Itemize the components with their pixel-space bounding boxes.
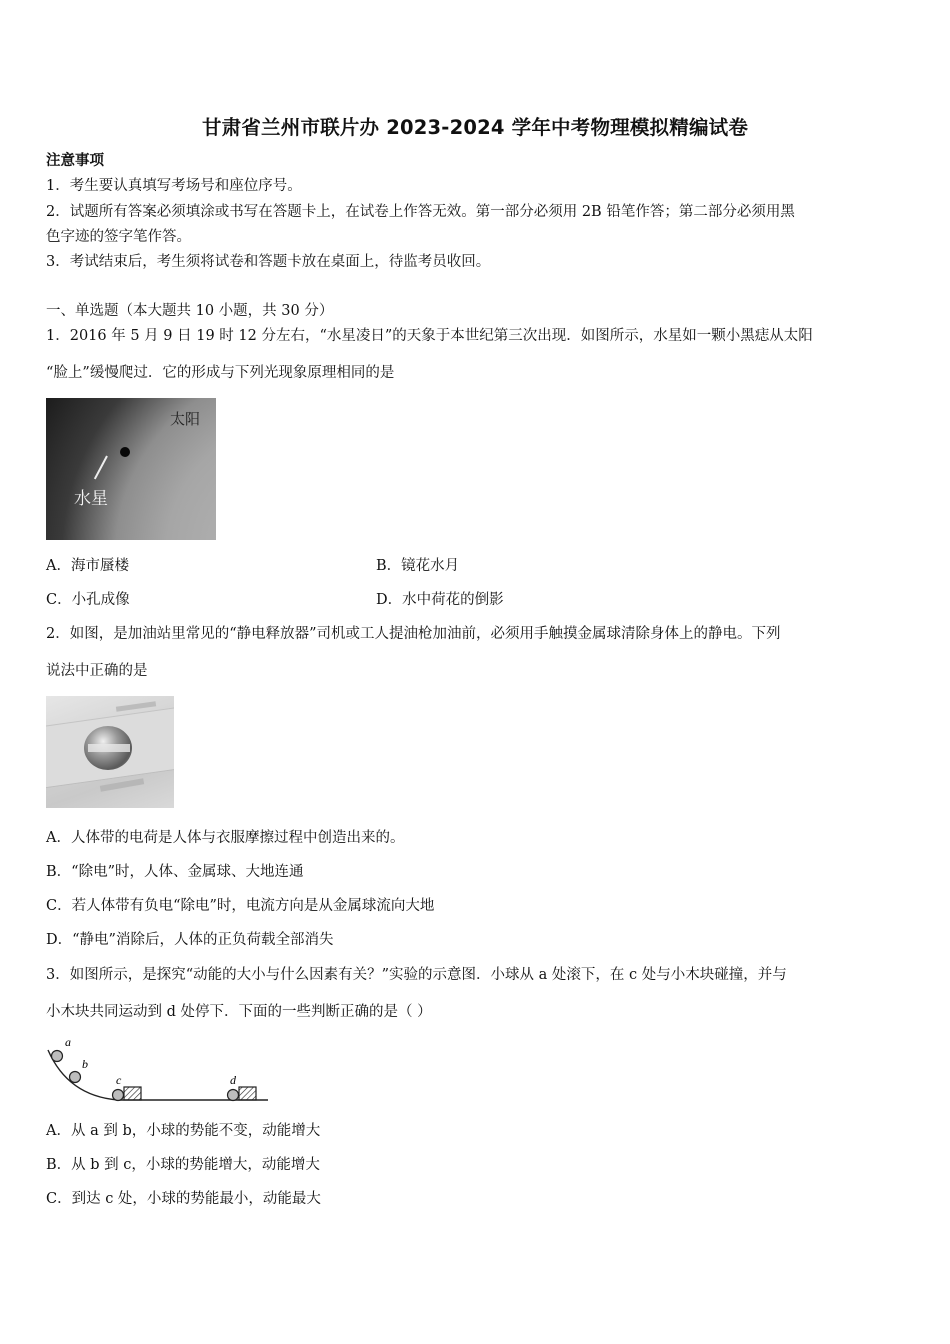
q3-stem-line2: 小木块共同运动到 d 处停下．下面的一些判断正确的是（ ）: [46, 1004, 432, 1020]
q1-option-a[interactable]: A．海市蜃楼: [46, 558, 129, 574]
plate-text-smudge: [100, 778, 144, 792]
q3-figure-ramp: [44, 1036, 270, 1108]
label-a: a: [65, 1036, 71, 1049]
sun-label: 太阳: [170, 410, 201, 428]
q1-option-c[interactable]: C．小孔成像: [46, 592, 130, 608]
block-d: [239, 1087, 256, 1100]
q1-option-b[interactable]: B．镜花水月: [376, 558, 460, 574]
q2-option-a[interactable]: A．人体带的电荷是人体与衣服摩擦过程中创造出来的。: [46, 830, 405, 846]
page-title: 甘肃省兰州市联片办 2023-2024 学年中考物理模拟精编试卷: [201, 116, 749, 139]
mercury-dot-icon: [120, 447, 130, 457]
ball-highlight: [88, 744, 130, 752]
q3-option-a[interactable]: A．从 a 到 b，小球的势能不变，动能增大: [46, 1123, 321, 1139]
ramp-diagram: [44, 1036, 270, 1108]
block-c: [124, 1087, 141, 1100]
q3-option-b[interactable]: B．从 b 到 c，小球的势能增大，动能增大: [46, 1157, 320, 1173]
q3-stem-line1: 3．如图所示，是探究“动能的大小与什么因素有关？”实验的示意图．小球从 a 处滚下，在 c 处与小木块碰撞，并与: [46, 967, 787, 983]
ball-a-icon: [52, 1051, 63, 1062]
notice-item-2: 2．试题所有答案必须填涂或书写在答题卡上，在试卷上作答无效。第一部分必须用 2B 铅笔作答；第二部分必须用黑: [46, 204, 795, 220]
label-c: c: [116, 1073, 122, 1087]
ball-c-icon: [113, 1090, 124, 1101]
q3-option-c[interactable]: C．到达 c 处，小球的势能最小，动能最大: [46, 1191, 321, 1207]
q1-figure-mercury-transit: [46, 398, 216, 540]
label-b: b: [82, 1057, 88, 1071]
leader-line: [94, 456, 108, 480]
q2-figure-static-discharger: [46, 696, 174, 808]
label-d: d: [230, 1073, 236, 1087]
mercury-label: 水星: [74, 489, 108, 509]
section-heading: 一、单选题（本大题共 10 小题，共 30 分）: [46, 303, 334, 319]
notice-item-3: 3．考试结束后，考生须将试卷和答题卡放在桌面上，待监考员收回。: [46, 254, 491, 270]
q2-option-d[interactable]: D．“静电”消除后，人体的正负荷载全部消失: [46, 932, 334, 948]
q1-option-d[interactable]: D．水中荷花的倒影: [376, 592, 504, 608]
q2-stem-line1: 2．如图，是加油站里常见的“静电释放器”司机或工人提油枪加油前，必须用手触摸金属球清除身体上的静电。下列: [46, 626, 781, 642]
q1-stem-line2: “脸上”缓慢爬过．它的形成与下列光现象原理相同的是: [46, 365, 395, 381]
ball-b-icon: [70, 1072, 81, 1083]
q2-option-c[interactable]: C．若人体带有负电“除电”时，电流方向是从金属球流向大地: [46, 898, 435, 914]
q2-option-b[interactable]: B．“除电”时，人体、金属球、大地连通: [46, 864, 304, 880]
notice-item-2-cont: 色字迹的签字笔作答。: [46, 229, 191, 245]
q1-stem-line1: 1．2016 年 5 月 9 日 19 时 12 分左右，“水星凌日”的天象于本世纪第三次出现．如图所示，水星如一颗小黑痣从太阳: [46, 328, 813, 344]
notice-item-1: 1．考生要认真填写考场号和座位序号。: [46, 178, 302, 194]
notice-heading: 注意事项: [46, 152, 104, 169]
q2-stem-line2: 说法中正确的是: [46, 663, 148, 679]
ball-d-icon: [228, 1090, 239, 1101]
